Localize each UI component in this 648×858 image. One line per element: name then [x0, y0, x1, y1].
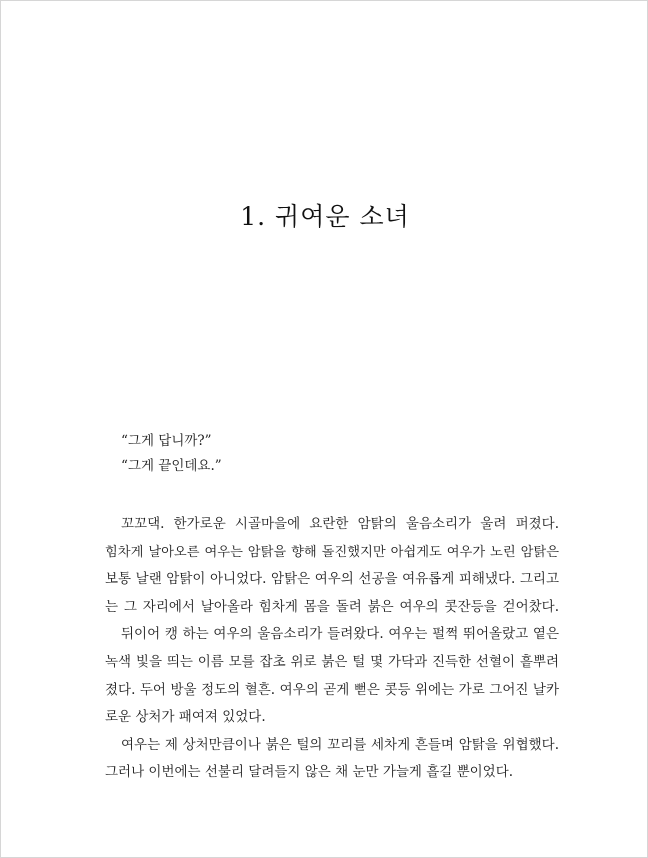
- text-line: 뒤이어 캥 하는 여우의 울음소리가 들려왔다. 여우는 펄쩍 뛰어올랐고 옅은: [121, 626, 559, 643]
- text-line: 로운 상처가 패여져 있었다.: [105, 709, 266, 726]
- text-line: 그러나 이번에는 선불리 달려들지 않은 채 눈만 가늘게 흘길 뿐이었다.: [105, 764, 514, 781]
- text-line: 보통 날랜 암탉이 아니었다. 암탉은 여우의 선공을 여유롭게 피해냈다. 그리고: [105, 571, 559, 588]
- dialogue-line: “그게 끝인데요.”: [121, 458, 222, 474]
- dialogue-line: “그게 답니까?”: [121, 433, 212, 449]
- text-line: 졌다. 두어 방울 정도의 혈흔. 여우의 곧게 뻗은 콧등 위에는 가로 그어진 날카: [105, 681, 559, 698]
- text-line: 녹색 빛을 띄는 이름 모를 잡초 위로 붉은 털 몇 가닥과 진득한 선혈이 흩뿌려: [105, 653, 559, 670]
- text-line: 꼬꼬댁. 한가로운 시골마을에 요란한 암탉의 울음소리가 울려 퍼졌다.: [121, 516, 559, 532]
- text-line: 여우는 제 상처만큼이나 붉은 털의 꼬리를 세차게 흔들며 암탉을 위협했다.: [121, 736, 559, 753]
- body-text: [105, 511, 559, 787]
- text-line: 힘차게 날아오른 여우는 암탉을 향해 돌진했지만 아쉽게도 여우가 노린 암탉은: [105, 544, 559, 560]
- opening-dialogue: [121, 429, 222, 479]
- text-line: 는 그 자리에서 날아올라 힘차게 몸을 돌려 붉은 여우의 콧잔등을 걷어찼다.: [105, 598, 559, 615]
- chapter-title: 1. 귀여운 소녀: [240, 202, 410, 231]
